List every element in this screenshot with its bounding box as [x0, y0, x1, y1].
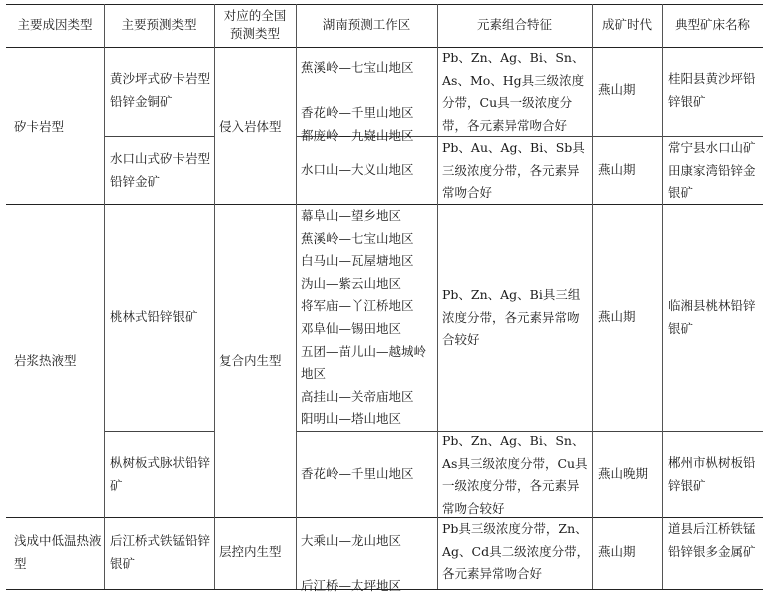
skarn-sub1-element: Pb、Zn、Ag、Bi、Sn、As、Mo、Hg具三级浓度分带，Cu具一级浓度分带，各元素异常吻合好	[442, 50, 585, 133]
skarn-sub-divider	[104, 136, 214, 137]
skarn-sub2-predict: 水口山式矽卡岩型铅锌金矿	[110, 151, 211, 189]
col-divider-6	[662, 4, 663, 589]
shallow-age: 燕山期	[598, 544, 636, 559]
header-type: 主要成因类型	[17, 17, 93, 32]
col-divider-2	[214, 4, 215, 589]
skarn-sub1-age: 燕山期	[598, 82, 636, 97]
shallow-element: Pb具三级浓度分带，Zn、Ag、Cd具二级浓度分带，各元素异常吻合好	[442, 521, 590, 582]
shallow-areas: 大乘山—龙山地区 后江桥—太坪地区	[301, 533, 402, 594]
skarn-sub2-deposit: 常宁县水口山矿田康家湾铅锌金银矿	[668, 140, 756, 201]
skarn-sub1-areas: 蕉溪岭—七宝山地区 香花岭—千里山地区 都庞岭—九嶷山地区	[301, 60, 414, 143]
header-bottom-rule	[6, 47, 763, 48]
skarn-national: 侵入岩体型	[219, 119, 282, 134]
col-divider-1	[104, 4, 105, 589]
magma-sub2-areas: 香花岭—千里山地区	[301, 466, 414, 481]
magma-type: 岩浆热液型	[14, 353, 77, 368]
header-predict: 主要预测类型	[121, 17, 197, 32]
magma-sub2-predict: 枞树板式脉状铅锌矿	[110, 455, 211, 493]
skarn-sub1-deposit: 桂阳县黄沙坪铅锌银矿	[668, 71, 756, 109]
magma-sub1-age: 燕山期	[598, 309, 636, 324]
col-divider-3	[296, 4, 297, 589]
header-deposit: 典型矿床名称	[674, 17, 750, 32]
col-divider-4	[437, 4, 438, 589]
magma-bottom-rule	[6, 517, 763, 518]
skarn-sub2-age: 燕山期	[598, 162, 636, 177]
header-element: 元素组合特征	[476, 17, 552, 32]
skarn-sub2-areas: 水口山—大义山地区	[301, 162, 414, 177]
magma-sub1-element: Pb、Zn、Ag、Bi具三组浓度分带，各元素异常吻合较好	[442, 287, 581, 348]
shallow-deposit: 道县后江桥铁锰铅锌银多金属矿	[668, 521, 756, 559]
shallow-type: 浅成中低温热液型	[14, 533, 102, 571]
magma-sub2-deposit: 郴州市枞树板铅锌银矿	[668, 455, 756, 493]
magma-national: 复合内生型	[219, 353, 282, 368]
col-divider-5	[592, 4, 593, 589]
table-top-rule	[6, 4, 763, 5]
header-national: 对应的全国 预测类型	[223, 8, 287, 41]
header-area: 湖南预测工作区	[322, 17, 411, 32]
skarn-sub2-element: Pb、Au、Ag、Bi、Sb具三级浓度分带，各元素异常吻合好	[442, 140, 585, 201]
magma-sub1-deposit: 临湘县桃林铅锌银矿	[668, 298, 756, 336]
skarn-sub1-predict: 黄沙坪式矽卡岩型铅锌金铜矿	[110, 71, 211, 109]
shallow-predict: 后江桥式铁锰铅锌银矿	[110, 533, 211, 571]
magma-sub1-predict: 桃林式铅锌银矿	[110, 309, 198, 324]
header-age: 成矿时代	[601, 17, 652, 32]
magma-sub2-element: Pb、Zn、Ag、Bi、Sn、As具三级浓度分带，Cu具一级浓度分带，各元素异常吻合较好	[442, 433, 588, 516]
magma-sub2-age: 燕山晚期	[598, 466, 649, 481]
skarn-type: 矽卡岩型	[14, 119, 65, 134]
magma-sub-divider	[104, 431, 214, 432]
magma-sub1-areas: 幕阜山—望乡地区 蕉溪岭—七宝山地区 白马山—瓦屋塘地区 沩山—紫云山地区 将军庙—丫江桥地区 邓阜仙—锡田地区 五团—苗儿山—越城岭地区 高挂山—关帝庙地区 阳明山—塔山地区	[301, 208, 427, 427]
shallow-national: 层控内生型	[219, 544, 282, 559]
